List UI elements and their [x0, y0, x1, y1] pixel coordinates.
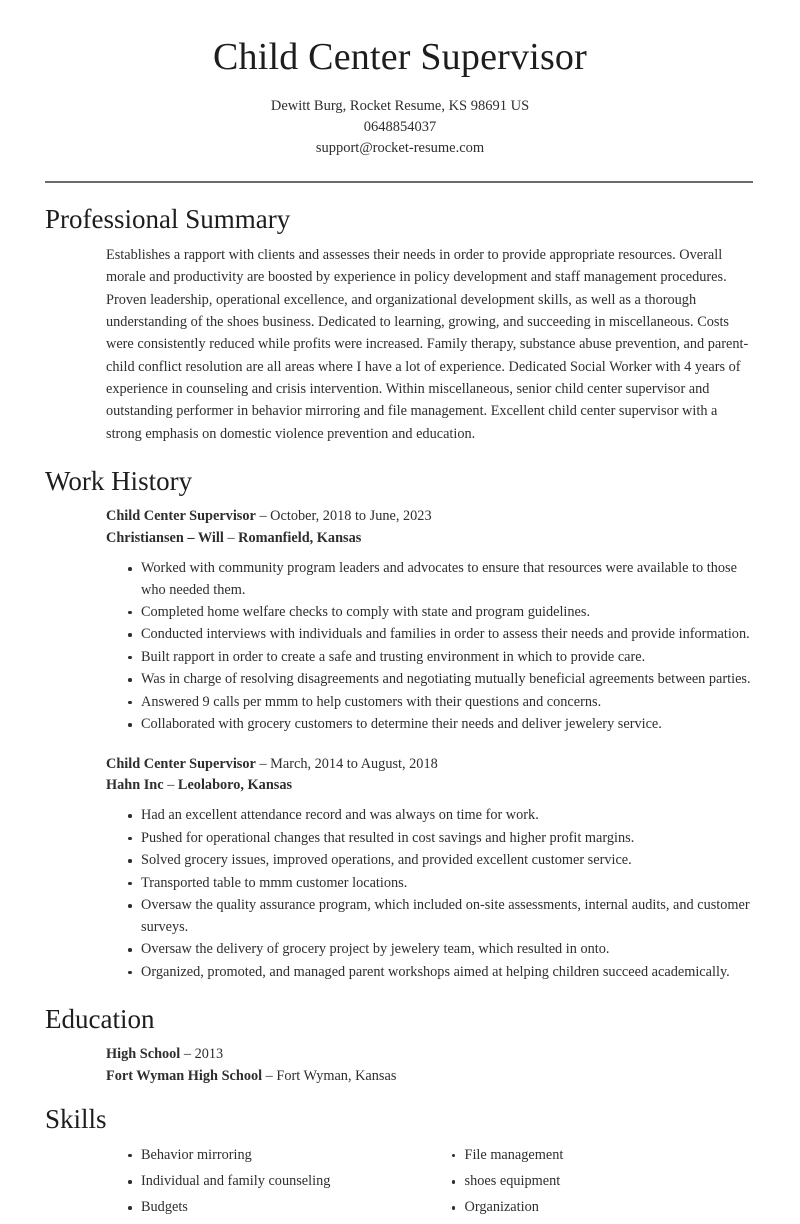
education-degree-line	[106, 1044, 753, 1065]
page-title: Child Center Supervisor	[212, 36, 587, 78]
list-item: Collaborated with grocery customers to determine their needs and deliver jewelery service.	[127, 714, 753, 735]
contact-address: Dewitt Burg, Rocket Resume, KS 98691 US	[270, 97, 530, 114]
education-body	[45, 1044, 753, 1087]
job-company: Hahn Inc	[106, 777, 164, 793]
job-responsibility-list	[106, 558, 753, 736]
contact-info	[0, 96, 800, 159]
job-dates: March, 2014 to August, 2018	[270, 755, 438, 772]
list-item: Behavior mirroring	[127, 1145, 430, 1166]
section-professional-summary	[0, 203, 800, 445]
education-school-separator: –	[265, 1067, 273, 1084]
education-school-line	[106, 1066, 753, 1087]
education-entry	[106, 1044, 753, 1087]
contact-phone: 0648854037	[363, 118, 437, 135]
header-divider	[45, 181, 753, 183]
job-title: Child Center Supervisor	[106, 755, 256, 772]
work-history-body	[45, 506, 753, 983]
work-entry-title-line	[106, 754, 753, 775]
job-separator: –	[259, 755, 267, 772]
skills-column-right	[430, 1145, 754, 1224]
list-item: Budgets	[127, 1197, 430, 1218]
list-item: Transported table to mmm customer locations.	[127, 873, 753, 894]
summary-paragraph: Establishes a rapport with clients and assesses their needs in order to provide appropriate resources. Overall morale and productivity are boosted by experience in policy development and staff management procedures. Proven leadership, operational excellence, and organizational development skills, as well as a thorough understanding of the shoes business. Dedicated to learning, growing, and succeeding in miscellaneous. Costs were consistently reduced while profits were increased. Family therapy, substance abuse prevention, and parent-child conflict resolution are all areas where I have a lot of experience. Dedicated Social Worker with 4 years of experience in counseling and crisis intervention. Within miscellaneous, senior child center supervisor and outstanding performer in behavior mirroring and file management. Excellent child center supervisor with a strong emphasis on domestic violence prevention and education.	[106, 247, 749, 442]
section-heading-work-history: Work History	[45, 465, 193, 496]
list-item: Worked with community program leaders and advocates to ensure that resources were available to those who needed them.	[127, 558, 753, 601]
education-degree: High School	[106, 1046, 181, 1063]
work-entry	[106, 506, 753, 735]
education-year: 2013	[194, 1046, 224, 1063]
list-item: Pushed for operational changes that resulted in cost savings and higher profit margins.	[127, 828, 753, 849]
list-item: Answered 9 calls per mmm to help customers with their questions and concerns.	[127, 692, 753, 713]
section-heading-summary: Professional Summary	[45, 203, 291, 234]
list-item: Individual and family counseling	[127, 1171, 430, 1192]
section-skills	[0, 1103, 800, 1224]
list-item: Built rapport in order to create a safe and trusting environment in which to provide care.	[127, 647, 753, 668]
job-dates: October, 2018 to June, 2023	[270, 508, 432, 525]
list-item: Oversaw the delivery of grocery project by jewelery team, which resulted in onto.	[127, 939, 753, 960]
list-item: Conducted interviews with individuals and families in order to assess their needs and provide information.	[127, 624, 753, 645]
list-item: Oversaw the quality assurance program, which included on-site assessments, internal audits, and customer surveys.	[127, 895, 753, 938]
section-heading-skills: Skills	[45, 1104, 107, 1135]
skills-list-left	[106, 1145, 430, 1219]
job-separator: –	[259, 508, 267, 525]
job-company-separator: –	[227, 529, 235, 546]
job-title: Child Center Supervisor	[106, 508, 256, 525]
summary-body	[45, 244, 753, 445]
skills-body	[45, 1145, 753, 1224]
list-item: Organization	[451, 1197, 754, 1218]
section-heading-education: Education	[45, 1003, 155, 1034]
skills-list-right	[430, 1145, 754, 1219]
education-separator: –	[183, 1046, 192, 1063]
job-responsibility-list	[106, 805, 753, 983]
list-item: shoes equipment	[451, 1171, 754, 1192]
work-entry-title-line	[106, 506, 753, 527]
section-work-history	[0, 465, 800, 983]
list-item: File management	[451, 1145, 754, 1166]
education-school: Fort Wyman High School	[106, 1067, 263, 1084]
skills-column-left	[106, 1145, 430, 1224]
contact-email: support@rocket-resume.com	[315, 139, 485, 156]
work-entry	[106, 754, 753, 983]
education-location: Fort Wyman, Kansas	[276, 1067, 397, 1084]
job-company-separator: –	[167, 777, 175, 793]
list-item: Had an excellent attendance record and was always on time for work.	[127, 805, 753, 826]
job-location: Romanfield, Kansas	[238, 529, 362, 546]
list-item: Completed home welfare checks to comply with state and program guidelines.	[127, 602, 753, 623]
section-education	[0, 1003, 800, 1087]
job-location: Leolaboro, Kansas	[177, 777, 293, 793]
job-company: Christiansen – Will	[106, 529, 224, 546]
work-entry-company-line	[106, 775, 753, 796]
resume-header	[0, 0, 800, 159]
list-item: Organized, promoted, and managed parent workshops aimed at helping children succeed academically.	[127, 962, 753, 983]
list-item: Was in charge of resolving disagreements and negotiating mutually beneficial agreements between parties.	[127, 669, 753, 690]
work-entry-company-line	[106, 528, 753, 549]
list-item: Solved grocery issues, improved operations, and provided excellent customer service.	[127, 850, 753, 871]
